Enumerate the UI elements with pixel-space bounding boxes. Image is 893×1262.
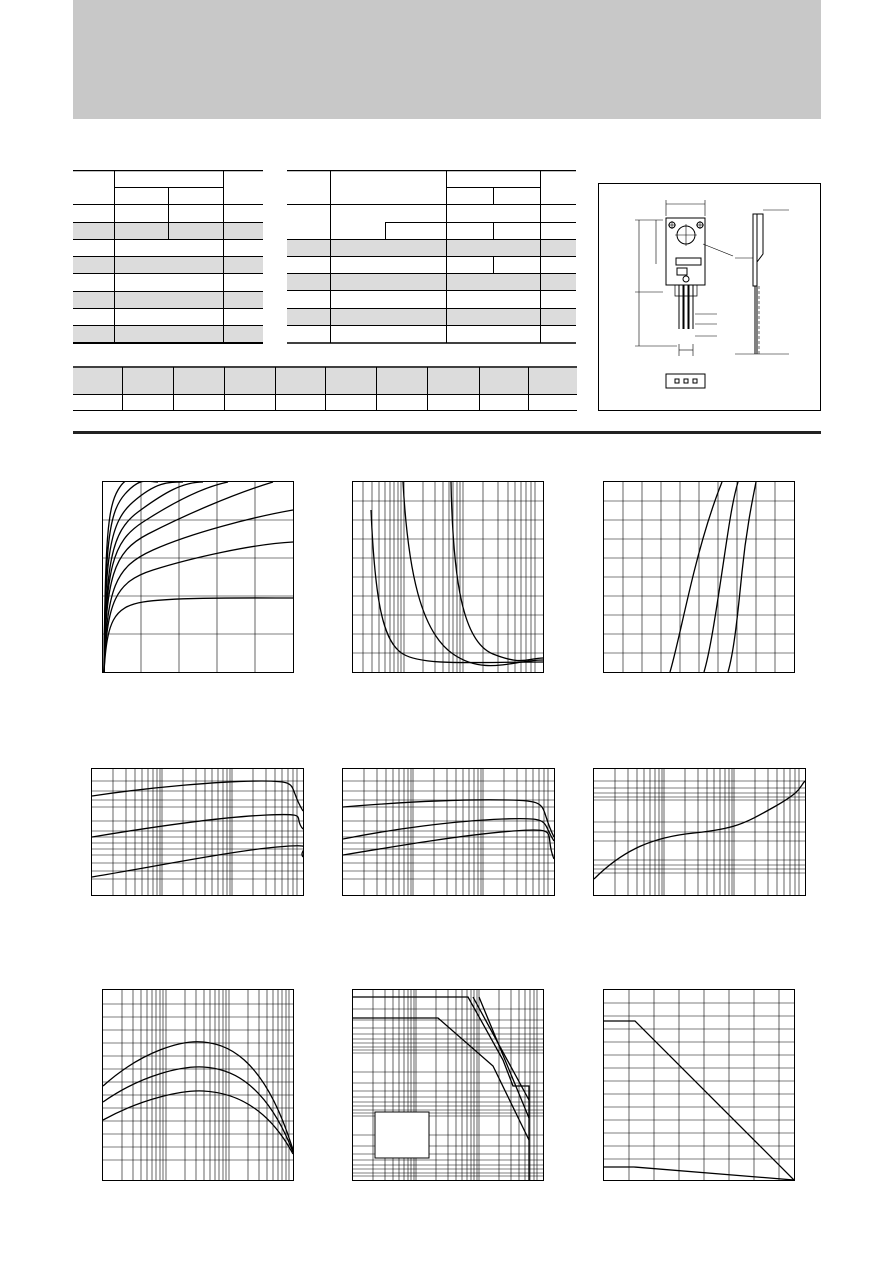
absolute-maximum-ratings-table <box>73 170 263 345</box>
electrical-characteristics-table <box>287 170 576 345</box>
chart-output-characteristics <box>102 481 294 673</box>
package-bottom-view <box>666 374 705 388</box>
package-outline-drawing <box>599 184 820 410</box>
section-divider <box>73 431 821 434</box>
chart-safe-operating-area <box>352 989 544 1181</box>
chart-power-derating <box>603 989 795 1181</box>
package-outline-box <box>598 183 821 411</box>
table-grid <box>73 170 263 343</box>
chart-thermal-resistance <box>593 768 806 896</box>
chart-input-characteristics <box>603 481 795 673</box>
chart-transition-frequency <box>102 989 294 1181</box>
soa-legend-box <box>375 1112 429 1158</box>
chart-saturation-voltage <box>352 481 544 673</box>
typical-switching-characteristics-table <box>73 366 577 414</box>
header-band <box>73 0 821 119</box>
chart-dc-gain-a <box>91 768 304 896</box>
chart-dc-gain-b <box>342 768 555 896</box>
